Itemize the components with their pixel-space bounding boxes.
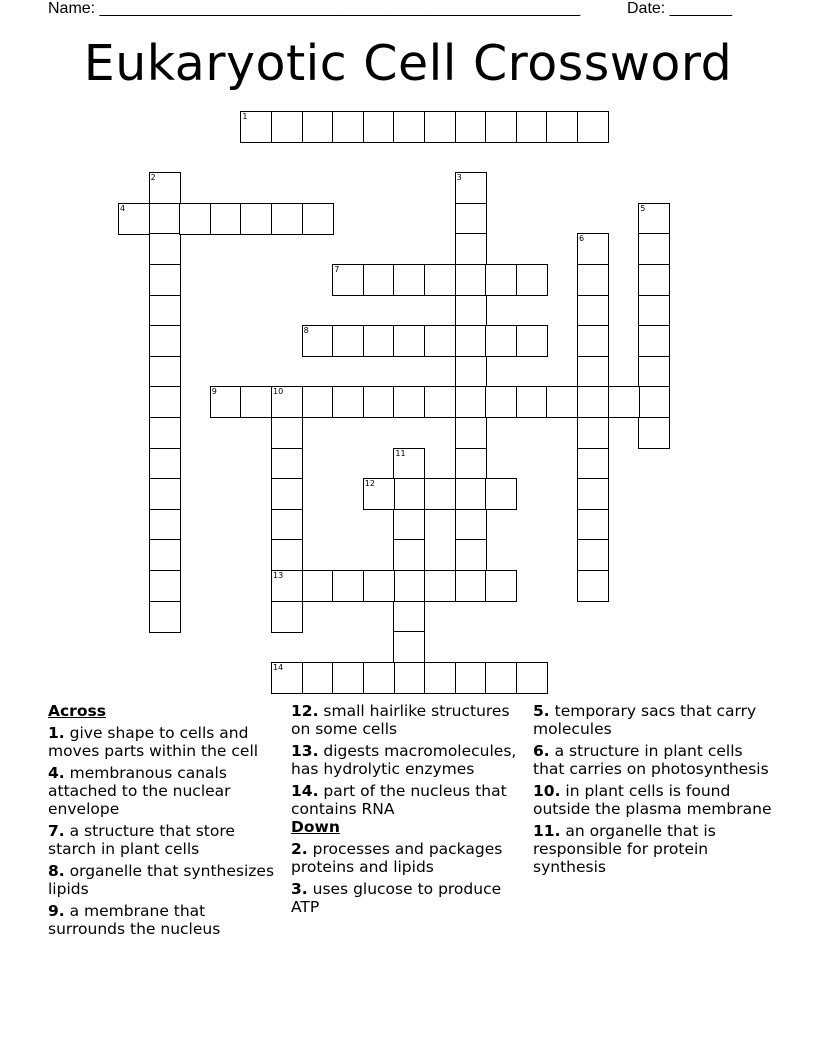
grid-cell[interactable] — [455, 448, 487, 480]
grid-cell[interactable] — [638, 356, 670, 388]
grid-cell[interactable] — [271, 111, 303, 143]
cell-number: 1 — [242, 112, 248, 121]
clue-number: 14. — [291, 782, 319, 800]
clue-text: a membrane that surrounds the nucleus — [48, 902, 221, 938]
clue-number: 9. — [48, 902, 65, 920]
grid-cell[interactable] — [302, 662, 334, 694]
grid-cell[interactable] — [363, 662, 395, 694]
clue-text: uses glucose to produce ATP — [291, 880, 502, 916]
grid-cell[interactable] — [455, 386, 487, 418]
grid-cell[interactable] — [546, 111, 578, 143]
grid-cell[interactable] — [332, 662, 364, 694]
grid-cell[interactable] — [393, 570, 425, 602]
grid-cell[interactable] — [393, 264, 425, 296]
grid-cell[interactable] — [393, 478, 425, 510]
grid-cell[interactable] — [271, 386, 303, 418]
grid-cell[interactable] — [302, 325, 334, 357]
clue-down-3 — [291, 880, 529, 916]
clue-text: temporary sacs that carry molecules — [533, 702, 757, 738]
clue-text: an organelle that is responsible for protein synthesis — [533, 822, 716, 876]
cell-number: 5 — [640, 203, 646, 213]
grid-cell[interactable] — [455, 539, 487, 571]
grid-cell[interactable] — [363, 264, 395, 296]
clue-text: part of the nucleus that contains RNA — [291, 782, 507, 818]
grid-cell[interactable] — [577, 570, 609, 602]
grid-cell[interactable] — [271, 539, 303, 571]
grid-cell[interactable] — [393, 386, 425, 418]
grid-cell[interactable] — [332, 264, 364, 296]
grid-cell[interactable] — [577, 478, 609, 510]
cell-number: 12 — [364, 479, 375, 489]
across-heading: Across — [48, 702, 106, 720]
grid-cell[interactable] — [638, 295, 670, 327]
grid-cell[interactable] — [302, 386, 334, 418]
clue-text: small hairlike structures on some cells — [291, 702, 510, 738]
grid-cell[interactable] — [149, 172, 181, 204]
grid-cell[interactable] — [424, 111, 456, 143]
grid-cell[interactable] — [332, 386, 364, 418]
grid-cell[interactable] — [240, 111, 272, 143]
clue-down-6 — [533, 742, 773, 778]
grid-cell[interactable] — [577, 509, 609, 541]
clue-text: organelle that synthesizes lipids — [48, 862, 275, 898]
grid-cell[interactable] — [455, 111, 487, 143]
clue-number: 5. — [533, 702, 550, 720]
clue-number: 11. — [533, 822, 561, 840]
grid-cell[interactable] — [577, 325, 609, 357]
cell-number: 13 — [273, 571, 284, 580]
cell-number: 14 — [273, 662, 284, 672]
grid-cell[interactable] — [210, 386, 242, 418]
grid-cell[interactable] — [393, 111, 425, 143]
grid-cell[interactable] — [393, 662, 425, 694]
grid-cell[interactable] — [424, 386, 456, 418]
grid-cell[interactable] — [271, 417, 303, 449]
grid-cell[interactable] — [363, 111, 395, 143]
cell-number: 3 — [456, 173, 462, 183]
grid-cell[interactable] — [149, 478, 181, 510]
grid-cell[interactable] — [424, 264, 456, 296]
cell-number: 10 — [273, 387, 284, 397]
grid-cell[interactable] — [577, 448, 609, 480]
grid-cell[interactable] — [271, 570, 303, 602]
grid-cell[interactable] — [149, 386, 181, 418]
grid-cell[interactable] — [455, 172, 487, 204]
grid-cell[interactable] — [485, 570, 517, 602]
grid-cell[interactable] — [332, 570, 364, 602]
clue-number: 8. — [48, 862, 65, 880]
cell-number: 9 — [211, 387, 217, 397]
grid-cell[interactable] — [577, 295, 609, 327]
grid-cell[interactable] — [455, 478, 487, 510]
grid-cell[interactable] — [332, 111, 364, 143]
grid-cell[interactable] — [516, 111, 548, 143]
clue-text: membranous canals attached to the nuclear envelope — [48, 764, 231, 818]
cell-number: 4 — [120, 203, 126, 213]
grid-cell[interactable] — [485, 478, 517, 510]
grid-cell[interactable] — [271, 601, 303, 633]
cell-number: 8 — [303, 326, 309, 336]
clue-number: 2. — [291, 840, 308, 858]
grid-cell[interactable] — [393, 325, 425, 357]
grid-cell[interactable] — [577, 233, 609, 265]
grid-cell[interactable] — [424, 662, 456, 694]
grid-cell[interactable] — [455, 233, 487, 265]
grid-cell[interactable] — [240, 386, 272, 418]
grid-cell[interactable] — [393, 539, 425, 571]
grid-cell[interactable] — [516, 325, 548, 357]
grid-cell[interactable] — [149, 570, 181, 602]
grid-cell[interactable] — [332, 325, 364, 357]
clue-text: processes and packages proteins and lipids — [291, 840, 503, 876]
clue-text: a structure in plant cells that carries on photosynthesis — [533, 742, 769, 778]
cell-number: 2 — [150, 173, 156, 183]
grid-cell[interactable] — [149, 539, 181, 571]
grid-cell[interactable] — [302, 203, 334, 235]
cell-number: 7 — [334, 265, 340, 274]
grid-cell[interactable] — [638, 386, 670, 418]
grid-cell[interactable] — [363, 325, 395, 357]
grid-cell[interactable] — [393, 448, 425, 480]
grid-cell[interactable] — [149, 203, 181, 235]
clue-number: 13. — [291, 742, 319, 760]
grid-cell[interactable] — [608, 386, 640, 418]
grid-cell[interactable] — [363, 386, 395, 418]
clue-number: 7. — [48, 822, 65, 840]
clue-down-5 — [533, 702, 773, 738]
clue-down-11 — [533, 822, 773, 876]
grid-cell[interactable] — [149, 601, 181, 633]
grid-cell[interactable] — [363, 478, 395, 510]
grid-cell[interactable] — [638, 417, 670, 449]
clue-number: 4. — [48, 764, 65, 782]
clue-across-13 — [291, 742, 529, 778]
grid-cell[interactable] — [302, 111, 334, 143]
clue-number: 1. — [48, 724, 65, 742]
grid-cell[interactable] — [577, 417, 609, 449]
grid-cell[interactable] — [455, 295, 487, 327]
grid-cell[interactable] — [149, 325, 181, 357]
date-line: Date: _______ — [627, 0, 732, 17]
grid-cell[interactable] — [210, 203, 242, 235]
grid-cell[interactable] — [577, 539, 609, 571]
clue-across-9 — [48, 902, 284, 938]
clue-down-10 — [533, 782, 773, 818]
grid-cell[interactable] — [485, 325, 517, 357]
grid-cell[interactable] — [516, 386, 548, 418]
grid-cell[interactable] — [393, 631, 425, 663]
clue-across-4 — [48, 764, 284, 818]
grid-cell[interactable] — [149, 264, 181, 296]
name-line: Name: ______________________________________________________ — [48, 0, 581, 17]
clue-column-1 — [48, 702, 284, 942]
grid-cell[interactable] — [149, 233, 181, 265]
page-title: Eukaryotic Cell Crossword — [83, 35, 733, 92]
clue-down-2 — [291, 840, 529, 876]
grid-cell[interactable] — [424, 325, 456, 357]
grid-cell[interactable] — [149, 295, 181, 327]
grid-cell[interactable] — [149, 417, 181, 449]
grid-cell[interactable] — [638, 233, 670, 265]
clue-column-2 — [291, 702, 529, 920]
grid-cell[interactable] — [485, 264, 517, 296]
clue-across-8 — [48, 862, 284, 898]
grid-cell[interactable] — [485, 662, 517, 694]
clue-number: 10. — [533, 782, 561, 800]
clue-across-7 — [48, 822, 284, 858]
grid-cell[interactable] — [455, 570, 487, 602]
grid-cell[interactable] — [577, 356, 609, 388]
grid-cell[interactable] — [577, 386, 609, 418]
cell-number: 6 — [579, 234, 585, 244]
grid-cell[interactable] — [118, 203, 150, 235]
grid-cell[interactable] — [424, 478, 456, 510]
grid-cell[interactable] — [485, 386, 517, 418]
clue-number: 12. — [291, 702, 319, 720]
grid-cell[interactable] — [302, 570, 334, 602]
grid-cell[interactable] — [577, 264, 609, 296]
grid-cell[interactable] — [271, 662, 303, 694]
grid-cell[interactable] — [149, 448, 181, 480]
grid-cell[interactable] — [455, 662, 487, 694]
grid-cell[interactable] — [638, 264, 670, 296]
down-heading: Down — [291, 818, 340, 836]
grid-cell[interactable] — [393, 601, 425, 633]
clue-text: digests macromolecules, has hydrolytic enzymes — [291, 742, 517, 778]
grid-cell[interactable] — [240, 203, 272, 235]
grid-cell[interactable] — [271, 509, 303, 541]
grid-cell[interactable] — [455, 509, 487, 541]
grid-cell[interactable] — [393, 509, 425, 541]
grid-cell[interactable] — [149, 509, 181, 541]
grid-cell[interactable] — [455, 203, 487, 235]
clue-text: a structure that store starch in plant cells — [48, 822, 235, 858]
grid-cell[interactable] — [638, 203, 670, 235]
grid-cell[interactable] — [455, 356, 487, 388]
grid-cell[interactable] — [271, 478, 303, 510]
grid-cell[interactable] — [485, 111, 517, 143]
grid-cell[interactable] — [271, 448, 303, 480]
clue-column-3 — [533, 702, 773, 880]
grid-cell[interactable] — [455, 417, 487, 449]
clue-across-14 — [291, 782, 529, 818]
grid-cell[interactable] — [271, 203, 303, 235]
grid-cell[interactable] — [546, 386, 578, 418]
grid-cell[interactable] — [516, 662, 548, 694]
grid-cell[interactable] — [149, 356, 181, 388]
clue-across-1 — [48, 724, 284, 760]
grid-cell[interactable] — [455, 264, 487, 296]
clue-number: 6. — [533, 742, 550, 760]
clue-number: 3. — [291, 880, 308, 898]
clue-text: give shape to cells and moves parts within the cell — [48, 724, 259, 760]
grid-cell[interactable] — [424, 570, 456, 602]
clue-text: in plant cells is found outside the plasma membrane — [533, 782, 772, 818]
cell-number: 11 — [395, 448, 406, 458]
clue-across-12 — [291, 702, 529, 738]
grid-cell[interactable] — [179, 203, 211, 235]
grid-cell[interactable] — [577, 111, 609, 143]
grid-cell[interactable] — [638, 325, 670, 357]
grid-cell[interactable] — [516, 264, 548, 296]
grid-cell[interactable] — [363, 570, 395, 602]
grid-cell[interactable] — [455, 325, 487, 357]
